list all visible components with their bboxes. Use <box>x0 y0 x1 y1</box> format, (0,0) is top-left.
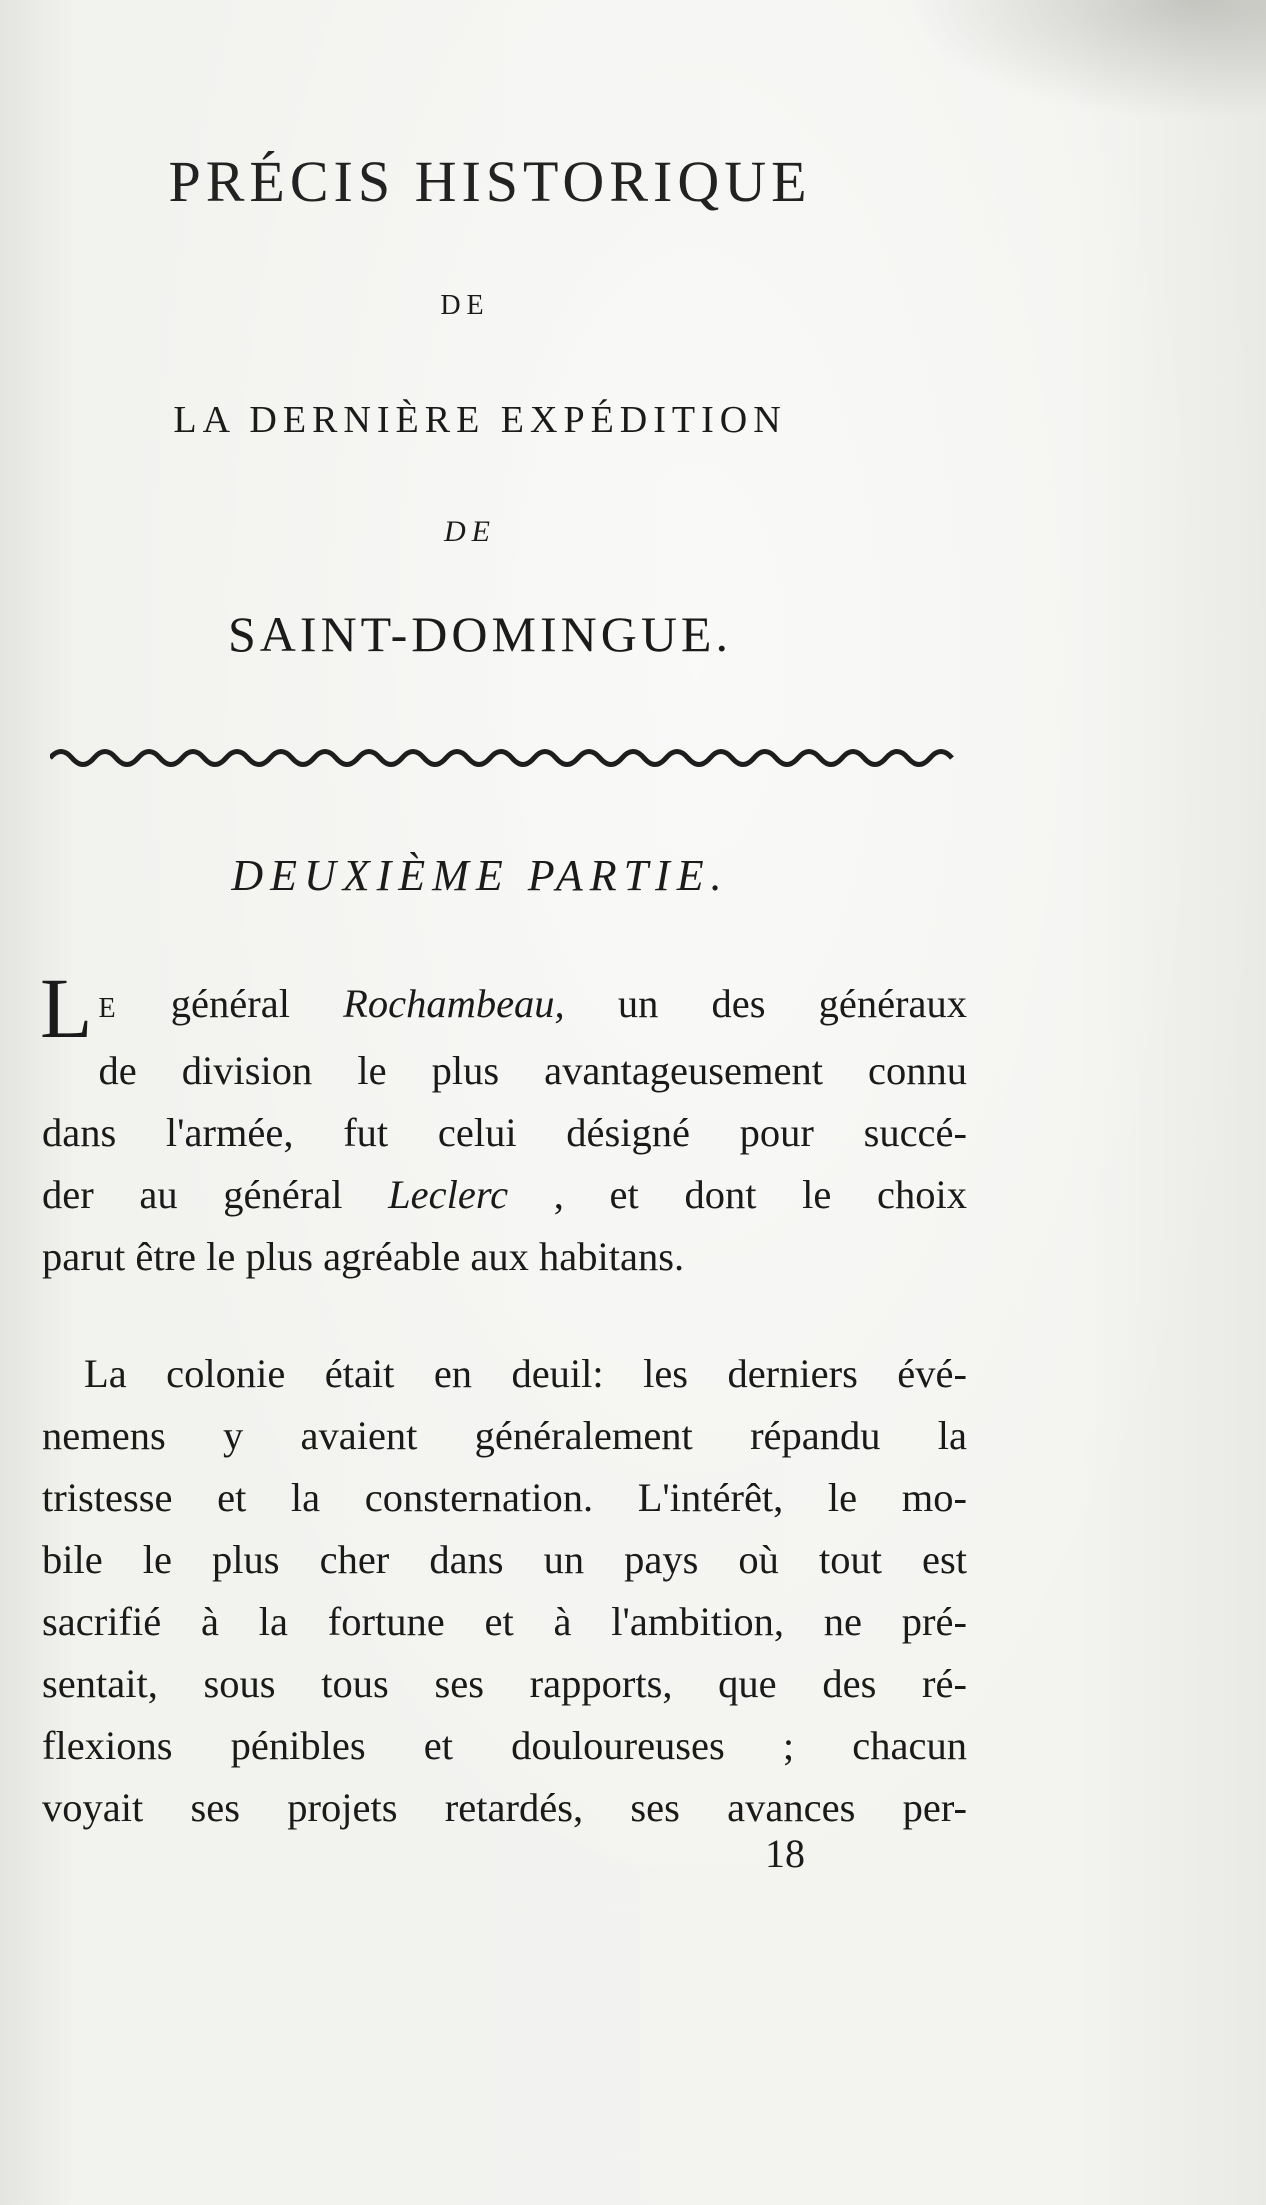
paragraph-2-line-8: voyait ses projets retardés, ses avances per- <box>42 1785 967 1830</box>
title-line-3: SAINT-DOMINGUE. <box>228 606 732 662</box>
page-shadow <box>906 0 1266 120</box>
paragraph-2-line-4: bile le plus cher dans un pays où tout est <box>42 1537 967 1582</box>
signature-mark: 18 <box>765 1831 805 1876</box>
paragraph-1-line-3: dans l'armée, fut celui désigné pour succé- <box>42 1110 967 1155</box>
title-line-2: LA DERNIÈRE EXPÉDITION <box>173 399 787 441</box>
person-name-leclerc: Leclerc <box>388 1172 509 1217</box>
drop-cap: L <box>40 960 93 1056</box>
person-name-rochambeau: Rochambeau, <box>343 981 565 1026</box>
paragraph-2-line-7: flexions pénibles et douloureuses ; chacun <box>42 1723 967 1768</box>
paragraph-1-line-2: de division le plus avantageusement connu <box>98 1048 967 1093</box>
title-line-1: PRÉCIS HISTORIQUE <box>168 149 812 214</box>
title-connector-1: DE <box>440 290 490 321</box>
paragraph-2-line-6: sentait, sous tous ses rapports, que des ré- <box>42 1661 967 1706</box>
paragraph-2-line-5: sacrifié à la fortune et à l'ambition, ne pré- <box>42 1599 967 1644</box>
small-cap: E <box>98 993 118 1024</box>
text-run: un des généraux <box>564 981 968 1026</box>
title-connector-2: DE <box>444 515 496 548</box>
paragraph-2-line-1: La colonie était en deuil: les derniers évé- <box>84 1351 967 1396</box>
part-heading: DEUXIÈME PARTIE. <box>231 851 729 900</box>
wavy-rule-ornament <box>50 745 960 771</box>
paragraph-2 <box>42 1343 967 1839</box>
paragraph-2-line-3: tristesse et la consternation. L'intérêt, le mo- <box>42 1475 967 1520</box>
paragraph-1-line-1 <box>40 960 968 1056</box>
text-run: , et dont le choix <box>508 1172 967 1217</box>
paragraph-2-line-2: nemens y avaient généralement répandu la <box>42 1413 967 1458</box>
text-run: général <box>117 981 344 1026</box>
paragraph-1 <box>40 960 968 1288</box>
paragraph-1-line-5: parut être le plus agréable aux habitans. <box>42 1234 685 1279</box>
text-run: der au général <box>42 1172 389 1217</box>
paragraph-1-line-4 <box>42 1164 967 1226</box>
